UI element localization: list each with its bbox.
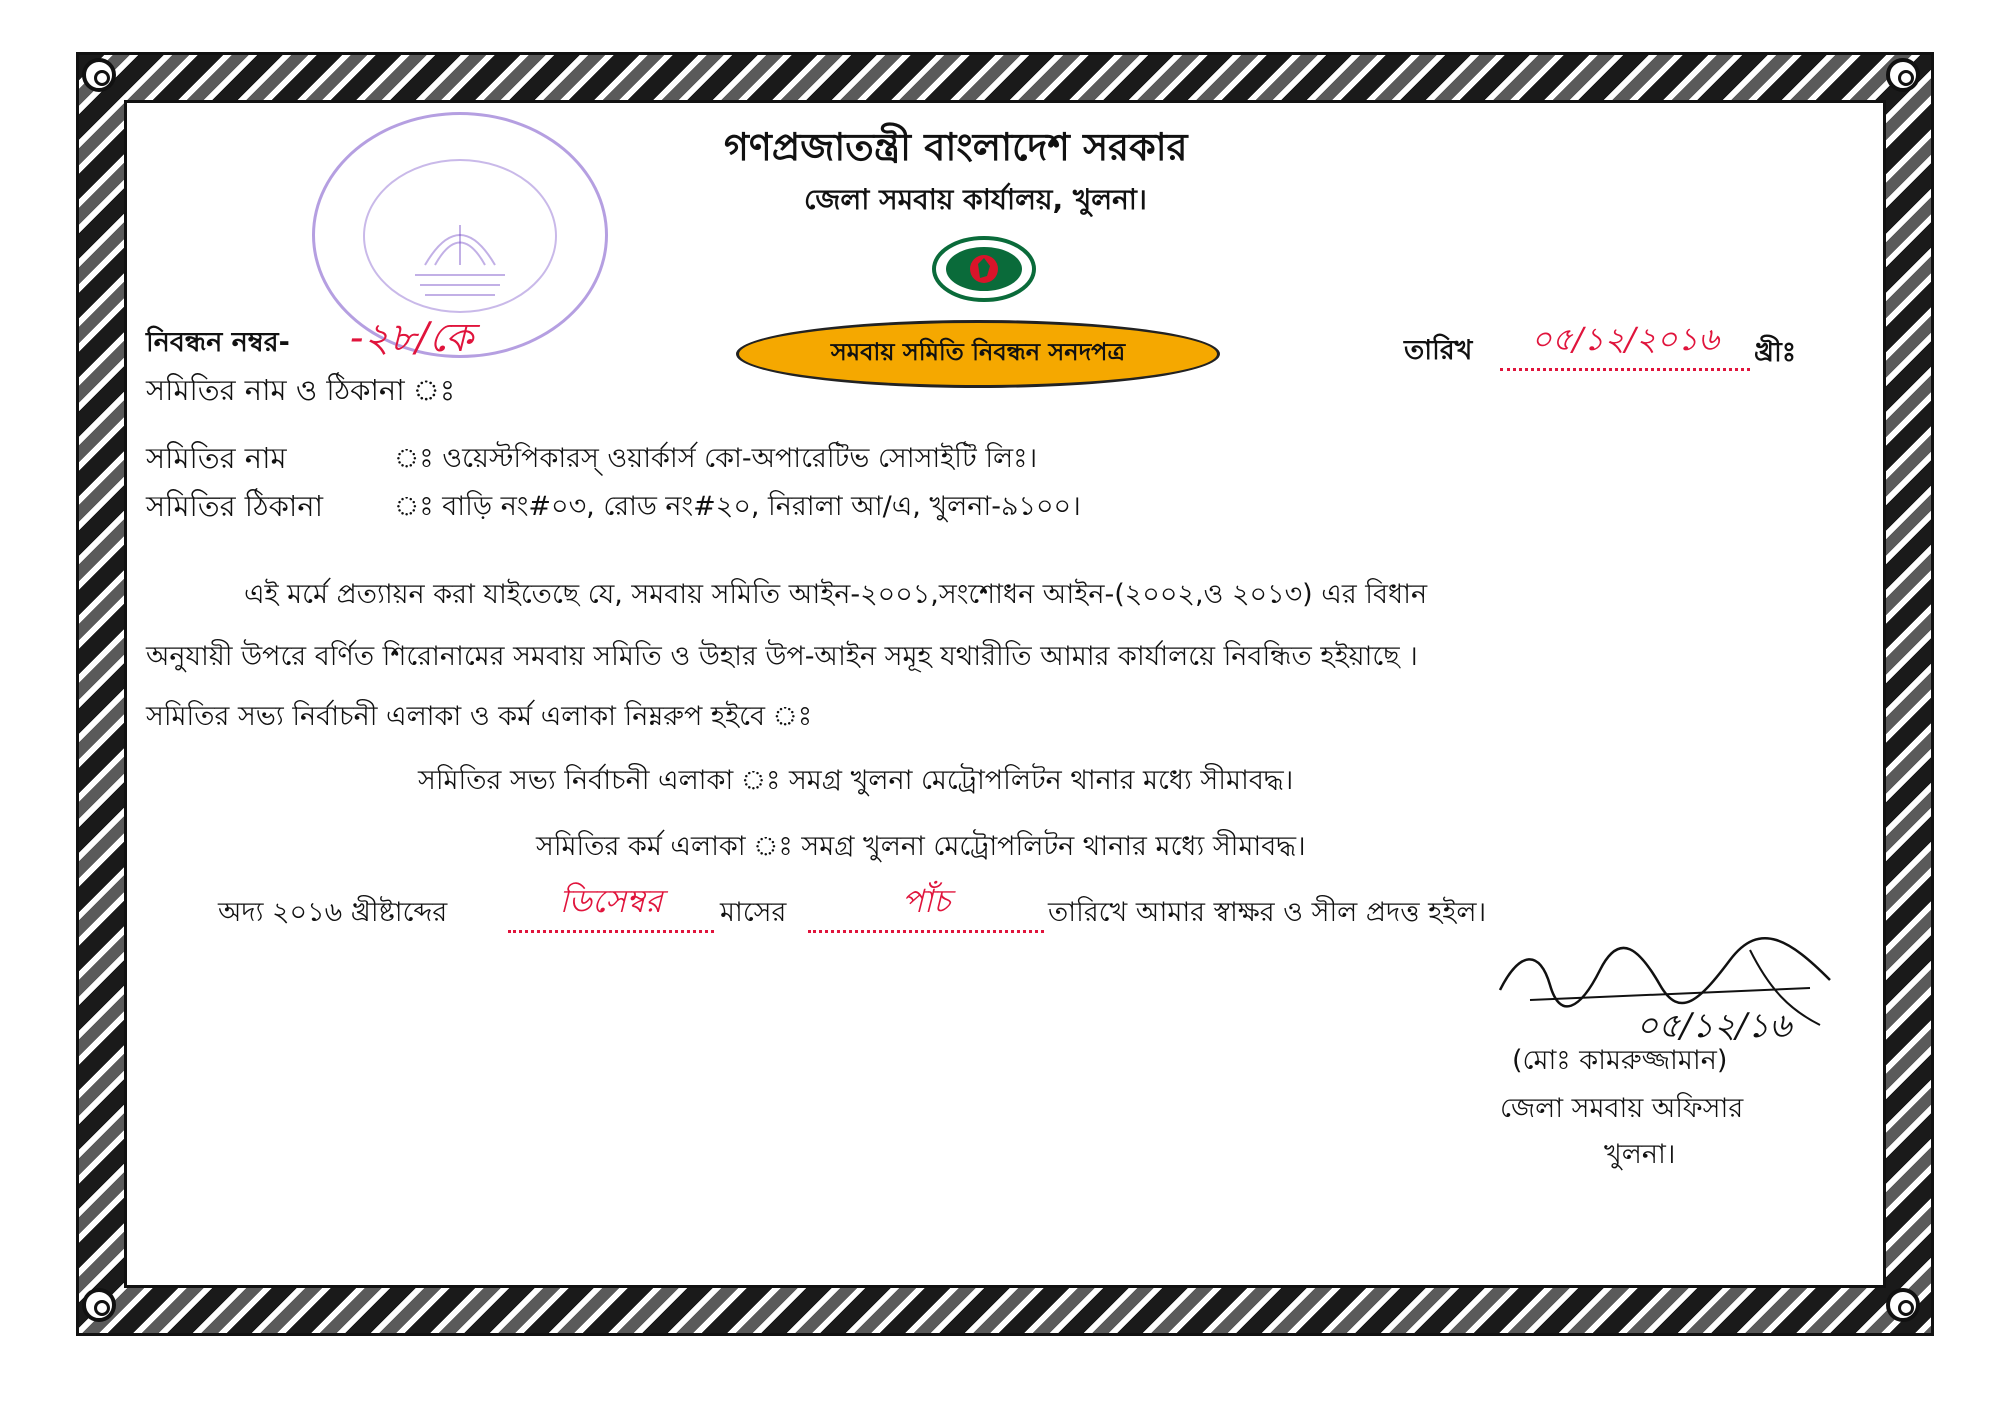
work-area-statement: সমিতির কর্ম এলাকা ঃ সমগ্র খুলনা মেট্রোপলিটন থানার মধ্যে সীমাবদ্ধ। xyxy=(536,831,1306,862)
society-name-value: ঃ ওয়েস্টপিকারস্ ওয়ার্কার্স কো-অপারেটিভ সোসাইটি লিঃ। xyxy=(394,443,1038,474)
officer-name: (মোঃ কামরুজ্জামান) xyxy=(1512,1045,1728,1076)
issue-line-suffix: তারিখে আমার স্বাক্ষর ও সীল প্রদত্ত হইল। xyxy=(1048,897,1487,928)
date-value: ০৫/১২/২০১৬ xyxy=(1500,314,1750,371)
certification-paragraph-line-1: এই মর্মে প্রত্যায়ন করা যাইতেছে যে, সমবায় সমিতি আইন-২০০১,সংশোধন আইন-(২০০২,ও ২০১৩) এর বিধান xyxy=(244,579,1428,610)
issue-day-field xyxy=(808,876,1044,933)
officer-designation: জেলা সমবায় অফিসার xyxy=(1500,1093,1744,1124)
date-label: তারিখ xyxy=(1404,335,1473,366)
society-section-label: সমিতির নাম ও ঠিকানা ঃ xyxy=(146,373,456,407)
signature-date: ০৫/১২/১৬ xyxy=(1636,1006,1792,1046)
certificate-title: সমবায় সমিতি নিবন্ধন সনদপত্র xyxy=(830,338,1126,366)
society-address-value: ঃ বাড়ি নং#০৩, রোড নং#২০, নিরালা আ/এ, খুলনা-৯১০০। xyxy=(394,491,1081,522)
registration-number: -২৮/কে xyxy=(350,315,474,361)
officer-location: খুলনা। xyxy=(1604,1139,1676,1170)
society-address-label: সমিতির ঠিকানা xyxy=(146,489,323,523)
certification-paragraph-line-3: সমিতির সভ্য নির্বাচনী এলাকা ও কর্ম এলাকা নিম্নরুপ হইবে ঃ xyxy=(146,701,813,732)
corner-ornament-bottom-left xyxy=(82,1288,116,1322)
issue-month-field xyxy=(508,876,714,933)
date-field xyxy=(1500,314,1750,371)
registration-label: নিবন্ধন নম্বর- xyxy=(146,327,290,358)
certification-paragraph-line-2: অনুযায়ী উপরে বর্ণিত শিরোনামের সমবায় সমিতি ও উহার উপ-আইন সমূহ যথারীতি আমার কার্যালয়ে নিবন্ধিত হইয়াছে । xyxy=(146,641,1418,672)
issue-day: পাঁচ xyxy=(808,876,1044,933)
member-area-statement: সমিতির সভ্য নির্বাচনী এলাকা ঃ সমগ্র খুলনা মেট্রোপলিটন থানার মধ্যে সীমাবদ্ধ। xyxy=(418,765,1294,796)
issue-line-middle: মাসের xyxy=(720,897,787,928)
corner-ornament-bottom-right xyxy=(1886,1288,1920,1322)
issue-line-prefix: অদ্য ২০১৬ খ্রীষ্টাব্দের xyxy=(218,897,448,928)
government-title: গণপ্রজাতন্ত্রী বাংলাদেশ সরকার xyxy=(724,125,1188,169)
office-subtitle: জেলা সমবায় কার্যালয়, খুলনা। xyxy=(804,183,1147,216)
certificate-title-badge xyxy=(736,320,1220,388)
corner-ornament-top-left xyxy=(82,58,116,92)
issue-month: ডিসেম্বর xyxy=(508,876,714,933)
corner-ornament-top-right xyxy=(1886,58,1920,92)
bangladesh-government-emblem-icon xyxy=(932,236,1036,302)
society-name-label: সমিতির নাম xyxy=(146,441,287,475)
date-suffix: খ্রীঃ xyxy=(1754,337,1797,368)
